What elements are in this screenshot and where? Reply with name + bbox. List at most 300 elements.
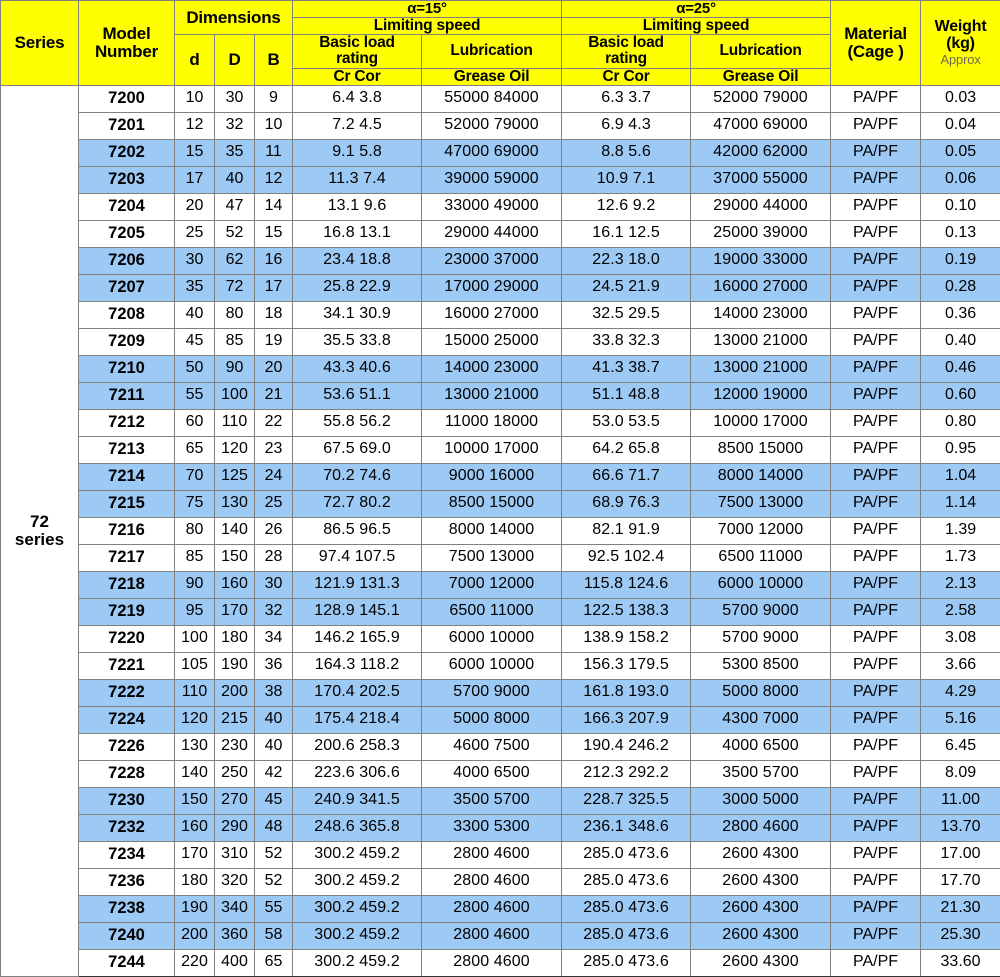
header-limiting-speed-25: Limiting speed xyxy=(562,17,831,34)
dim-B-cell: 52 xyxy=(255,841,293,868)
model-number-cell: 7224 xyxy=(79,706,175,733)
dim-D-cell: 180 xyxy=(215,625,255,652)
dim-D-cell: 100 xyxy=(215,382,255,409)
basic-load-rating-25-cell: 285.0 473.6 xyxy=(562,868,691,895)
dim-d-cell: 15 xyxy=(175,139,215,166)
lubrication-speed-25-cell: 6500 11000 xyxy=(691,544,831,571)
dim-D-cell: 80 xyxy=(215,301,255,328)
basic-load-rating-15-cell: 170.4 202.5 xyxy=(293,679,422,706)
basic-load-rating-15-cell: 72.7 80.2 xyxy=(293,490,422,517)
dim-D-cell: 120 xyxy=(215,436,255,463)
lubrication-speed-25-cell: 52000 79000 xyxy=(691,85,831,112)
lubrication-speed-15-cell: 3500 5700 xyxy=(422,787,562,814)
basic-load-rating-15-cell: 175.4 218.4 xyxy=(293,706,422,733)
dim-B-cell: 25 xyxy=(255,490,293,517)
weight-cell: 0.10 xyxy=(921,193,1000,220)
header-series: Series xyxy=(1,1,79,86)
lubrication-speed-15-cell: 2800 4600 xyxy=(422,868,562,895)
basic-load-rating-25-cell: 161.8 193.0 xyxy=(562,679,691,706)
weight-cell: 8.09 xyxy=(921,760,1000,787)
basic-load-rating-15-cell: 67.5 69.0 xyxy=(293,436,422,463)
dim-D-cell: 62 xyxy=(215,247,255,274)
dim-D-cell: 250 xyxy=(215,760,255,787)
material-cage-cell: PA/PF xyxy=(831,193,921,220)
dim-D-cell: 320 xyxy=(215,868,255,895)
weight-cell: 0.46 xyxy=(921,355,1000,382)
table-row xyxy=(1,463,1000,490)
basic-load-rating-25-cell: 156.3 179.5 xyxy=(562,652,691,679)
weight-cell: 21.30 xyxy=(921,895,1000,922)
material-cage-cell: PA/PF xyxy=(831,166,921,193)
header-dim-D: D xyxy=(215,35,255,86)
basic-load-rating-15-cell: 55.8 56.2 xyxy=(293,409,422,436)
basic-load-rating-25-cell: 82.1 91.9 xyxy=(562,517,691,544)
weight-cell: 11.00 xyxy=(921,787,1000,814)
model-number-cell: 7226 xyxy=(79,733,175,760)
lubrication-speed-25-cell: 29000 44000 xyxy=(691,193,831,220)
basic-load-rating-25-cell: 24.5 21.9 xyxy=(562,274,691,301)
lubrication-speed-25-cell: 42000 62000 xyxy=(691,139,831,166)
weight-cell: 0.95 xyxy=(921,436,1000,463)
dim-B-cell: 14 xyxy=(255,193,293,220)
table-row xyxy=(1,112,1000,139)
lubrication-speed-15-cell: 9000 16000 xyxy=(422,463,562,490)
lubrication-speed-25-cell: 13000 21000 xyxy=(691,355,831,382)
dim-D-cell: 360 xyxy=(215,922,255,949)
basic-load-rating-15-cell: 70.2 74.6 xyxy=(293,463,422,490)
lubrication-speed-15-cell: 39000 59000 xyxy=(422,166,562,193)
lubrication-speed-25-cell: 47000 69000 xyxy=(691,112,831,139)
dim-B-cell: 19 xyxy=(255,328,293,355)
dim-D-cell: 130 xyxy=(215,490,255,517)
dim-B-cell: 24 xyxy=(255,463,293,490)
lubrication-speed-15-cell: 5000 8000 xyxy=(422,706,562,733)
dim-B-cell: 26 xyxy=(255,517,293,544)
lubrication-speed-25-cell: 10000 17000 xyxy=(691,409,831,436)
dim-B-cell: 20 xyxy=(255,355,293,382)
basic-load-rating-25-cell: 285.0 473.6 xyxy=(562,895,691,922)
lubrication-speed-15-cell: 6000 10000 xyxy=(422,625,562,652)
header-weight-line1: Weight xyxy=(921,19,1000,36)
lubrication-speed-15-cell: 8000 14000 xyxy=(422,517,562,544)
model-number-cell: 7206 xyxy=(79,247,175,274)
lubrication-speed-15-cell: 4600 7500 xyxy=(422,733,562,760)
dim-d-cell: 120 xyxy=(175,706,215,733)
header-weight xyxy=(921,1,1000,86)
dim-D-cell: 110 xyxy=(215,409,255,436)
header-model-number xyxy=(79,1,175,86)
basic-load-rating-15-cell: 200.6 258.3 xyxy=(293,733,422,760)
lubrication-speed-25-cell: 4000 6500 xyxy=(691,733,831,760)
basic-load-rating-25-cell: 6.9 4.3 xyxy=(562,112,691,139)
dim-B-cell: 40 xyxy=(255,706,293,733)
dim-B-cell: 17 xyxy=(255,274,293,301)
dim-D-cell: 30 xyxy=(215,85,255,112)
table-row xyxy=(1,517,1000,544)
material-cage-cell: PA/PF xyxy=(831,625,921,652)
dim-d-cell: 80 xyxy=(175,517,215,544)
weight-cell: 5.16 xyxy=(921,706,1000,733)
dim-D-cell: 52 xyxy=(215,220,255,247)
lubrication-speed-25-cell: 8500 15000 xyxy=(691,436,831,463)
dim-D-cell: 170 xyxy=(215,598,255,625)
basic-load-rating-25-cell: 41.3 38.7 xyxy=(562,355,691,382)
basic-load-rating-15-cell: 16.8 13.1 xyxy=(293,220,422,247)
header-cr-cor-15: Cr Cor xyxy=(293,68,422,85)
model-number-cell: 7236 xyxy=(79,868,175,895)
model-number-cell: 7204 xyxy=(79,193,175,220)
table-row xyxy=(1,328,1000,355)
basic-load-rating-15-cell: 300.2 459.2 xyxy=(293,868,422,895)
basic-load-rating-15-cell: 121.9 131.3 xyxy=(293,571,422,598)
dim-D-cell: 40 xyxy=(215,166,255,193)
lubrication-speed-15-cell: 55000 84000 xyxy=(422,85,562,112)
material-cage-cell: PA/PF xyxy=(831,814,921,841)
dim-B-cell: 38 xyxy=(255,679,293,706)
basic-load-rating-15-cell: 11.3 7.4 xyxy=(293,166,422,193)
basic-load-rating-15-cell: 7.2 4.5 xyxy=(293,112,422,139)
header-lubrication-15: Lubrication xyxy=(422,35,562,69)
header-alpha-25: α=25° xyxy=(562,1,831,18)
table-row xyxy=(1,85,1000,112)
dim-d-cell: 65 xyxy=(175,436,215,463)
lubrication-speed-15-cell: 7000 12000 xyxy=(422,571,562,598)
dim-B-cell: 15 xyxy=(255,220,293,247)
lubrication-speed-25-cell: 14000 23000 xyxy=(691,301,831,328)
dim-d-cell: 20 xyxy=(175,193,215,220)
table-row xyxy=(1,787,1000,814)
table-row xyxy=(1,193,1000,220)
lubrication-speed-25-cell: 3000 5000 xyxy=(691,787,831,814)
model-number-cell: 7228 xyxy=(79,760,175,787)
lubrication-speed-25-cell: 19000 33000 xyxy=(691,247,831,274)
weight-cell: 0.19 xyxy=(921,247,1000,274)
material-cage-cell: PA/PF xyxy=(831,841,921,868)
basic-load-rating-25-cell: 33.8 32.3 xyxy=(562,328,691,355)
table-row xyxy=(1,760,1000,787)
table-row xyxy=(1,733,1000,760)
model-number-cell: 7205 xyxy=(79,220,175,247)
material-cage-cell: PA/PF xyxy=(831,382,921,409)
weight-cell: 17.00 xyxy=(921,841,1000,868)
dim-d-cell: 190 xyxy=(175,895,215,922)
lubrication-speed-25-cell: 6000 10000 xyxy=(691,571,831,598)
header-dimensions: Dimensions xyxy=(175,1,293,35)
dim-d-cell: 110 xyxy=(175,679,215,706)
basic-load-rating-15-cell: 25.8 22.9 xyxy=(293,274,422,301)
material-cage-cell: PA/PF xyxy=(831,787,921,814)
material-cage-cell: PA/PF xyxy=(831,436,921,463)
header-blr-15-line1: Basic load xyxy=(319,34,395,51)
lubrication-speed-15-cell: 2800 4600 xyxy=(422,841,562,868)
lubrication-speed-15-cell: 15000 25000 xyxy=(422,328,562,355)
basic-load-rating-25-cell: 115.8 124.6 xyxy=(562,571,691,598)
dim-d-cell: 85 xyxy=(175,544,215,571)
dim-D-cell: 400 xyxy=(215,949,255,976)
basic-load-rating-25-cell: 12.6 9.2 xyxy=(562,193,691,220)
basic-load-rating-25-cell: 32.5 29.5 xyxy=(562,301,691,328)
model-number-cell: 7230 xyxy=(79,787,175,814)
table-row xyxy=(1,220,1000,247)
model-number-cell: 7220 xyxy=(79,625,175,652)
basic-load-rating-25-cell: 212.3 292.2 xyxy=(562,760,691,787)
basic-load-rating-25-cell: 285.0 473.6 xyxy=(562,922,691,949)
header-model-number-line1: Model xyxy=(102,24,150,43)
lubrication-speed-25-cell: 13000 21000 xyxy=(691,328,831,355)
basic-load-rating-25-cell: 138.9 158.2 xyxy=(562,625,691,652)
model-number-cell: 7212 xyxy=(79,409,175,436)
dim-B-cell: 40 xyxy=(255,733,293,760)
table-row xyxy=(1,949,1000,976)
dim-B-cell: 30 xyxy=(255,571,293,598)
basic-load-rating-25-cell: 122.5 138.3 xyxy=(562,598,691,625)
dim-B-cell: 34 xyxy=(255,625,293,652)
weight-cell: 0.13 xyxy=(921,220,1000,247)
dim-d-cell: 200 xyxy=(175,922,215,949)
dim-d-cell: 12 xyxy=(175,112,215,139)
lubrication-speed-15-cell: 6500 11000 xyxy=(422,598,562,625)
dim-d-cell: 90 xyxy=(175,571,215,598)
header-weight-line2: (kg) xyxy=(921,36,1000,53)
table-row xyxy=(1,274,1000,301)
dim-B-cell: 11 xyxy=(255,139,293,166)
model-number-cell: 7213 xyxy=(79,436,175,463)
lubrication-speed-25-cell: 2800 4600 xyxy=(691,814,831,841)
basic-load-rating-25-cell: 285.0 473.6 xyxy=(562,949,691,976)
weight-cell: 33.60 xyxy=(921,949,1000,976)
basic-load-rating-15-cell: 223.6 306.6 xyxy=(293,760,422,787)
basic-load-rating-25-cell: 66.6 71.7 xyxy=(562,463,691,490)
lubrication-speed-15-cell: 2800 4600 xyxy=(422,949,562,976)
material-cage-cell: PA/PF xyxy=(831,355,921,382)
dim-d-cell: 130 xyxy=(175,733,215,760)
material-cage-cell: PA/PF xyxy=(831,760,921,787)
model-number-cell: 7244 xyxy=(79,949,175,976)
dim-B-cell: 36 xyxy=(255,652,293,679)
material-cage-cell: PA/PF xyxy=(831,301,921,328)
lubrication-speed-15-cell: 17000 29000 xyxy=(422,274,562,301)
basic-load-rating-25-cell: 10.9 7.1 xyxy=(562,166,691,193)
weight-cell: 13.70 xyxy=(921,814,1000,841)
basic-load-rating-15-cell: 240.9 341.5 xyxy=(293,787,422,814)
dim-d-cell: 55 xyxy=(175,382,215,409)
model-number-cell: 7207 xyxy=(79,274,175,301)
material-cage-cell: PA/PF xyxy=(831,517,921,544)
dim-d-cell: 35 xyxy=(175,274,215,301)
dim-B-cell: 23 xyxy=(255,436,293,463)
dim-d-cell: 45 xyxy=(175,328,215,355)
dim-B-cell: 52 xyxy=(255,868,293,895)
weight-cell: 0.05 xyxy=(921,139,1000,166)
material-cage-cell: PA/PF xyxy=(831,463,921,490)
dim-D-cell: 140 xyxy=(215,517,255,544)
weight-cell: 0.28 xyxy=(921,274,1000,301)
table-row xyxy=(1,868,1000,895)
table-row xyxy=(1,706,1000,733)
dim-D-cell: 125 xyxy=(215,463,255,490)
lubrication-speed-15-cell: 3300 5300 xyxy=(422,814,562,841)
lubrication-speed-25-cell: 7000 12000 xyxy=(691,517,831,544)
dim-D-cell: 215 xyxy=(215,706,255,733)
weight-cell: 4.29 xyxy=(921,679,1000,706)
header-model-number-line2: Number xyxy=(95,42,158,61)
material-cage-cell: PA/PF xyxy=(831,895,921,922)
dim-D-cell: 150 xyxy=(215,544,255,571)
lubrication-speed-25-cell: 2600 4300 xyxy=(691,868,831,895)
basic-load-rating-15-cell: 9.1 5.8 xyxy=(293,139,422,166)
lubrication-speed-25-cell: 2600 4300 xyxy=(691,895,831,922)
material-cage-cell: PA/PF xyxy=(831,544,921,571)
model-number-cell: 7200 xyxy=(79,85,175,112)
lubrication-speed-15-cell: 52000 79000 xyxy=(422,112,562,139)
basic-load-rating-25-cell: 68.9 76.3 xyxy=(562,490,691,517)
weight-cell: 0.40 xyxy=(921,328,1000,355)
dim-d-cell: 70 xyxy=(175,463,215,490)
weight-cell: 1.39 xyxy=(921,517,1000,544)
basic-load-rating-15-cell: 97.4 107.5 xyxy=(293,544,422,571)
dim-d-cell: 105 xyxy=(175,652,215,679)
weight-cell: 2.58 xyxy=(921,598,1000,625)
lubrication-speed-25-cell: 3500 5700 xyxy=(691,760,831,787)
dim-B-cell: 42 xyxy=(255,760,293,787)
model-number-cell: 7208 xyxy=(79,301,175,328)
table-body xyxy=(1,85,1000,976)
material-cage-cell: PA/PF xyxy=(831,490,921,517)
header-material-line1: Material xyxy=(844,24,907,43)
dim-B-cell: 12 xyxy=(255,166,293,193)
header-grease-oil-25: Grease Oil xyxy=(691,68,831,85)
dim-D-cell: 85 xyxy=(215,328,255,355)
lubrication-speed-15-cell: 16000 27000 xyxy=(422,301,562,328)
model-number-cell: 7218 xyxy=(79,571,175,598)
dim-D-cell: 32 xyxy=(215,112,255,139)
dim-d-cell: 17 xyxy=(175,166,215,193)
weight-cell: 0.03 xyxy=(921,85,1000,112)
weight-cell: 17.70 xyxy=(921,868,1000,895)
lubrication-speed-15-cell: 4000 6500 xyxy=(422,760,562,787)
table-header xyxy=(1,1,1000,86)
header-limiting-speed-15: Limiting speed xyxy=(293,17,562,34)
lubrication-speed-15-cell: 13000 21000 xyxy=(422,382,562,409)
lubrication-speed-15-cell: 2800 4600 xyxy=(422,922,562,949)
basic-load-rating-15-cell: 43.3 40.6 xyxy=(293,355,422,382)
dim-D-cell: 90 xyxy=(215,355,255,382)
material-cage-cell: PA/PF xyxy=(831,679,921,706)
dim-B-cell: 48 xyxy=(255,814,293,841)
basic-load-rating-15-cell: 300.2 459.2 xyxy=(293,895,422,922)
basic-load-rating-15-cell: 128.9 145.1 xyxy=(293,598,422,625)
lubrication-speed-15-cell: 11000 18000 xyxy=(422,409,562,436)
dim-B-cell: 18 xyxy=(255,301,293,328)
dim-d-cell: 220 xyxy=(175,949,215,976)
dim-d-cell: 180 xyxy=(175,868,215,895)
lubrication-speed-25-cell: 5300 8500 xyxy=(691,652,831,679)
material-cage-cell: PA/PF xyxy=(831,598,921,625)
model-number-cell: 7210 xyxy=(79,355,175,382)
header-material-line2: (Cage ) xyxy=(847,42,903,61)
dim-B-cell: 22 xyxy=(255,409,293,436)
material-cage-cell: PA/PF xyxy=(831,652,921,679)
dim-B-cell: 58 xyxy=(255,922,293,949)
material-cage-cell: PA/PF xyxy=(831,949,921,976)
dim-B-cell: 32 xyxy=(255,598,293,625)
lubrication-speed-25-cell: 2600 4300 xyxy=(691,922,831,949)
model-number-cell: 7216 xyxy=(79,517,175,544)
material-cage-cell: PA/PF xyxy=(831,733,921,760)
lubrication-speed-15-cell: 14000 23000 xyxy=(422,355,562,382)
basic-load-rating-15-cell: 248.6 365.8 xyxy=(293,814,422,841)
weight-cell: 25.30 xyxy=(921,922,1000,949)
model-number-cell: 7221 xyxy=(79,652,175,679)
basic-load-rating-15-cell: 146.2 165.9 xyxy=(293,625,422,652)
model-number-cell: 7232 xyxy=(79,814,175,841)
basic-load-rating-25-cell: 22.3 18.0 xyxy=(562,247,691,274)
table-row xyxy=(1,625,1000,652)
table-row xyxy=(1,652,1000,679)
model-number-cell: 7238 xyxy=(79,895,175,922)
table-row xyxy=(1,841,1000,868)
basic-load-rating-15-cell: 300.2 459.2 xyxy=(293,949,422,976)
header-blr-15-line2: rating xyxy=(336,50,378,67)
lubrication-speed-15-cell: 23000 37000 xyxy=(422,247,562,274)
lubrication-speed-25-cell: 8000 14000 xyxy=(691,463,831,490)
weight-cell: 0.36 xyxy=(921,301,1000,328)
dim-D-cell: 230 xyxy=(215,733,255,760)
dim-d-cell: 160 xyxy=(175,814,215,841)
weight-cell: 0.04 xyxy=(921,112,1000,139)
header-lubrication-25: Lubrication xyxy=(691,35,831,69)
dim-D-cell: 340 xyxy=(215,895,255,922)
header-material-cage xyxy=(831,1,921,86)
dim-B-cell: 28 xyxy=(255,544,293,571)
dim-B-cell: 45 xyxy=(255,787,293,814)
material-cage-cell: PA/PF xyxy=(831,220,921,247)
header-basic-load-rating-15 xyxy=(293,35,422,69)
table-row xyxy=(1,544,1000,571)
series-label-cell xyxy=(1,85,79,976)
weight-cell: 1.04 xyxy=(921,463,1000,490)
material-cage-cell: PA/PF xyxy=(831,112,921,139)
lubrication-speed-25-cell: 7500 13000 xyxy=(691,490,831,517)
lubrication-speed-25-cell: 5000 8000 xyxy=(691,679,831,706)
header-cr-cor-25: Cr Cor xyxy=(562,68,691,85)
dim-D-cell: 290 xyxy=(215,814,255,841)
basic-load-rating-15-cell: 86.5 96.5 xyxy=(293,517,422,544)
table-row xyxy=(1,355,1000,382)
table-row xyxy=(1,247,1000,274)
material-cage-cell: PA/PF xyxy=(831,571,921,598)
dim-D-cell: 200 xyxy=(215,679,255,706)
lubrication-speed-15-cell: 8500 15000 xyxy=(422,490,562,517)
basic-load-rating-25-cell: 228.7 325.5 xyxy=(562,787,691,814)
table-row xyxy=(1,409,1000,436)
header-weight-approx: Approx xyxy=(921,53,1000,67)
basic-load-rating-25-cell: 51.1 48.8 xyxy=(562,382,691,409)
lubrication-speed-15-cell: 7500 13000 xyxy=(422,544,562,571)
lubrication-speed-15-cell: 33000 49000 xyxy=(422,193,562,220)
weight-cell: 3.08 xyxy=(921,625,1000,652)
dim-d-cell: 100 xyxy=(175,625,215,652)
basic-load-rating-25-cell: 285.0 473.6 xyxy=(562,841,691,868)
table-row xyxy=(1,490,1000,517)
lubrication-speed-25-cell: 4300 7000 xyxy=(691,706,831,733)
weight-cell: 2.13 xyxy=(921,571,1000,598)
basic-load-rating-25-cell: 6.3 3.7 xyxy=(562,85,691,112)
dim-d-cell: 170 xyxy=(175,841,215,868)
dim-D-cell: 310 xyxy=(215,841,255,868)
basic-load-rating-25-cell: 92.5 102.4 xyxy=(562,544,691,571)
header-basic-load-rating-25 xyxy=(562,35,691,69)
